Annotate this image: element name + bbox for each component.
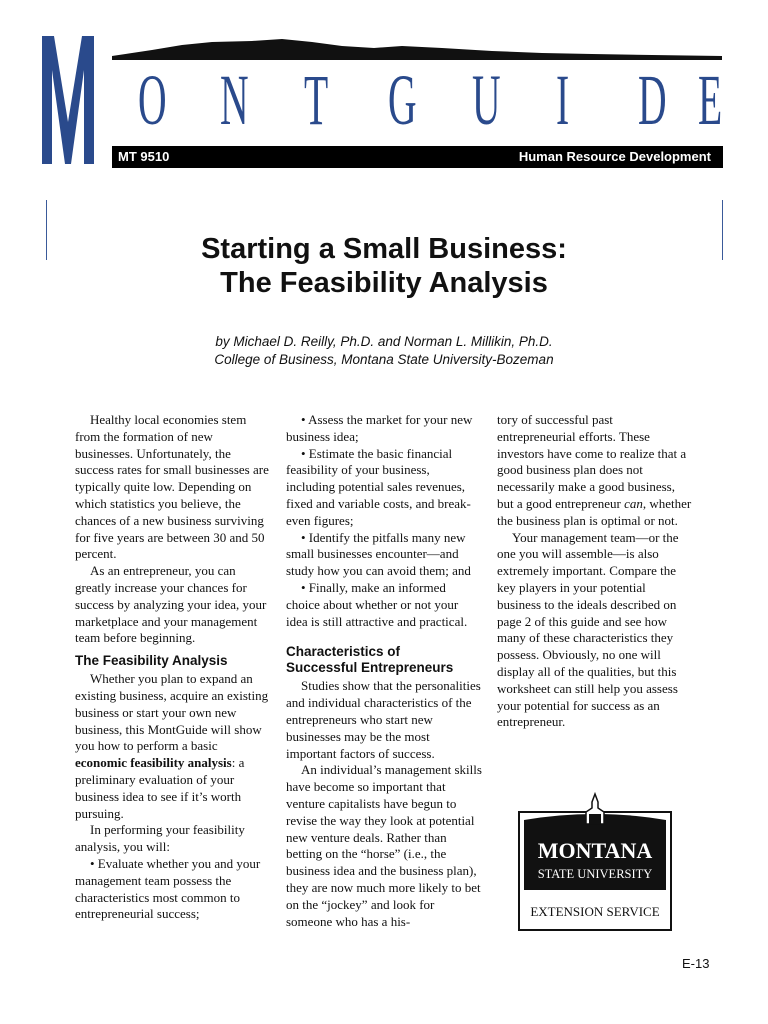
wordmark-letter: U xyxy=(472,60,501,140)
paragraph: Studies show that the personalities and individual characteristics of the entrepreneurs who start new businesses may be the most important factors of success. xyxy=(286,678,481,761)
wordmark-letter: O xyxy=(138,60,167,140)
column-3 xyxy=(497,412,693,731)
authors: by Michael D. Reilly, Ph.D. and Norman L. Millikin, Ph.D. xyxy=(215,334,553,349)
column-2 xyxy=(286,412,482,930)
wordmark-letter: I xyxy=(556,60,570,140)
paragraph: As an entrepreneur, you can greatly increase your chances for success by analyzing your idea, your marketplace and your management team before beginning. xyxy=(75,563,267,646)
bold-term: economic feasibility analysis xyxy=(75,755,232,771)
page-title xyxy=(0,232,768,300)
seal-state-university: STATE UNIVERSITY xyxy=(537,867,653,881)
byline xyxy=(0,333,768,369)
affiliation: College of Business, Montana State University-Bozeman xyxy=(214,352,554,367)
wordmark-letter: D xyxy=(638,60,667,140)
msu-extension-logo xyxy=(518,792,672,932)
section-heading: The Feasibility Analysis xyxy=(75,653,228,669)
series-number: MT 9510 xyxy=(118,149,170,164)
wordmark-letter: E xyxy=(698,60,723,140)
header-bar xyxy=(112,146,723,168)
bullet-item: • Finally, make an informed choice about whether or not your idea is still attractive and practical. xyxy=(286,579,468,629)
italic-term: can xyxy=(624,495,643,511)
bullet-item: • Identify the pitfalls many new small businesses encounter—and study how you can avoid them; and xyxy=(286,529,471,579)
paragraph: Whether you plan to expand an existing business, acquire an existing business or start your own new business, this MontGuide will show you how to perform a basic economic feasibility analysis: a preliminary evaluation of your business idea to see if it’s worth pursuing. xyxy=(75,671,269,821)
paragraph: In performing your feasibility analysis, you will: xyxy=(75,822,245,855)
title-line-2: The Feasibility Analysis xyxy=(220,267,548,299)
seal-montana: MONTANA xyxy=(537,838,653,863)
bullet-item: • Evaluate whether you and your management team possess the characteristics most common to entrepreneurial success; xyxy=(75,855,261,922)
page-number: E-13 xyxy=(682,956,710,971)
title-line-1: Starting a Small Business: xyxy=(201,233,567,265)
bullet-item: • Assess the market for your new business idea; xyxy=(286,412,473,444)
seal-extension-service: EXTENSION SERVICE xyxy=(530,904,660,919)
montguide-logo-m xyxy=(40,30,96,170)
paragraph: Your management team—or the one you will assemble—is also extremely important. Compare the key players in your potential business to the ideals described on page 2 of this guide and see how many of these characteristics they possess. Obviously, no one will display all of the qualities, but this worksheet can still help you assess your potential for success as an entrepreneur. xyxy=(497,529,679,730)
wordmark-letter: N xyxy=(220,60,249,140)
category-label: Human Resource Development xyxy=(518,149,711,164)
wordmark-letter: G xyxy=(388,60,417,140)
bullet-item: • Estimate the basic financial feasibility of your business, including potential sales revenues, fixed and variable costs, and break-even figures; xyxy=(286,445,471,528)
paragraph: Healthy local economies stem from the formation of new businesses. Unfortunately, the success rates for small businesses are typically quite low. Depending on which statistics you believe, the chances of a new business surviving for five years are between 30 and 50 percent. xyxy=(75,412,269,562)
column-1 xyxy=(75,412,271,923)
paragraph: An individual’s management skills have become so important that venture capitalists have begun to revise the way they look at potential new venture deals. Rather than betting on the “horse” (i.e., the business idea and the business plan), they are now much more likely to bet on the “jockey” and look for someone who has a his- xyxy=(286,762,482,929)
montguide-wordmark xyxy=(116,60,726,140)
section-heading: Characteristics of Successful Entrepreneurs xyxy=(286,644,454,676)
wordmark-letter: T xyxy=(304,60,329,140)
mountain-graphic xyxy=(112,36,722,60)
paragraph: tory of successful past entrepreneurial efforts. These investors have come to realize that a good business plan does not necessarily make a good business, but a good entrepreneur can, whether the business plan is optimal or not. xyxy=(497,412,692,528)
logo-letter: M xyxy=(68,30,69,31)
